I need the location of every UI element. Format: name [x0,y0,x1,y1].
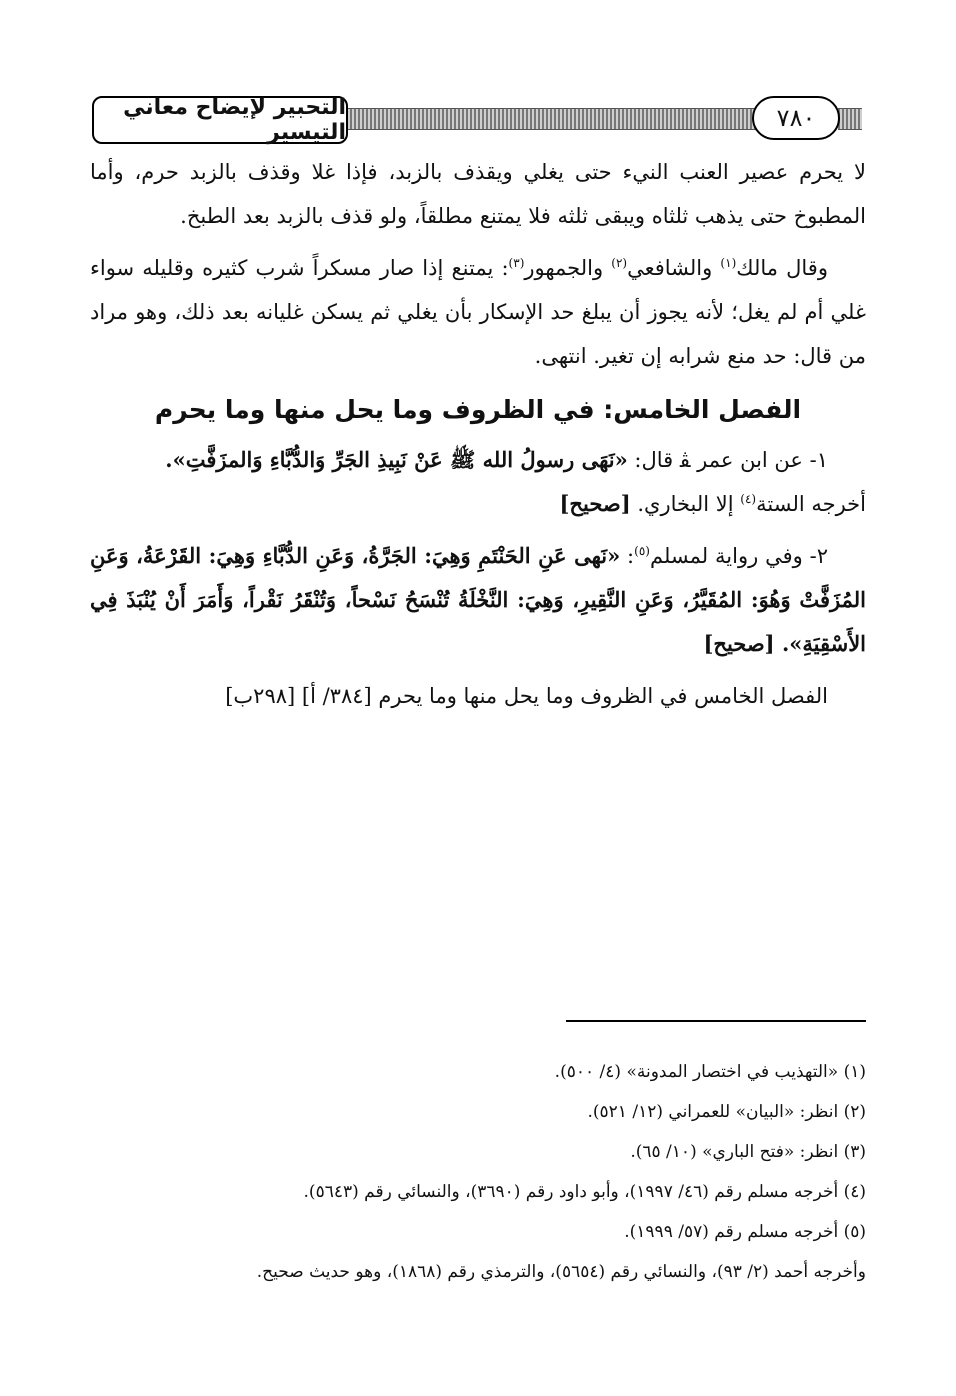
hadith-2-text: «نَهى عَنِ الحَنْتَمِ وَهِيَ: الجَرَّةُ، وَعَنِ الدُّبَّاءِ وَهِيَ: القَرْعَةُ، وَعَنِ المُزَفَّتْ وَهُوَ: المُقَيَّرُ، وَعَنِ النَّقِيرِ، وَهِيَ: النَّخْلَةُ تُنْسَحُ نَسْحاً، وَتُنْقَرُ نَقْراً، وَأَمَرَ أَنْ يُنْبَذَ فِي الأَسْقِيَةِ». [90,543,866,656]
header-band [342,108,762,130]
header-band-end [838,108,862,130]
footnote-4: (٤) أخرجه مسلم رقم (٤٦/ ١٩٩٧)، وأبو داود رقم (٣٦٩٠)، والنسائي رقم (٥٦٤٣). [303,1182,866,1202]
footnote-ref-3: (٣) [508,256,525,270]
hadith-2: ٢- وفي رواية لمسلم$^{(٥)}$: «نَهى عَنِ الحَنْتَمِ وَهِيَ: الجَرَّةُ، وَعَنِ الدُّبَّاءِ وَهِيَ: القَرْعَةُ، وَعَنِ المُزَفَّتْ وَهُوَ: المُقَيَّرُ، وَعَنِ النَّقِيرِ، وَهِيَ: النَّخْلَةُ تُنْسَحُ نَسْحاً، وَتُنْقَرُ نَقْراً، وَأَمَرَ أَنْ يُنْبَذَ فِي الأَسْقِيَةِ». [صحيح] [90,543,866,656]
grade-badge: [صحيح] [559,491,631,516]
book-title: التحبير لإيضاح معاني التيسير [92,96,348,144]
footnote-1: (١) «التهذيب في اختصار المدونة» (٤/ ٥٠٠). [554,1062,866,1082]
footnotes [86,1056,866,1296]
page-number: ٧٨٠ [752,96,840,140]
footnote-ref-2: (٢) [611,256,628,270]
hadith-1: ١- عن ابن عمر ﭭ قال: «نَهَى رسولُ الله ﷺ عَنْ نَبِيذِ الجَرِّ وَالدُّبَّاءِ وَالمزَفَّتِ». [165,447,828,472]
page-body [90,150,866,718]
chapter-heading: الفصل الخامس: في الظروف وما يحل منها وما يحرم [154,395,802,424]
page-header [92,96,862,156]
section-note: الفصل الخامس في الظروف وما يحل منها وما يحرم [٣٨٤/ أ] [٢٩٨ب] [225,684,828,708]
footnote-3: (٣) انظر: «فتح الباري» (١٠/ ٦٥). [630,1142,866,1162]
footnote-divider [566,1020,866,1022]
footnote-ref-5: (٥) [634,544,650,558]
hadith-1-text: «نَهَى رسولُ الله ﷺ عَنْ نَبِيذِ الجَرِّ وَالدُّبَّاءِ وَالمزَفَّتِ». [165,447,628,472]
footnote-ref-1: (١) [720,256,737,270]
footnote-5-continued: وأخرجه أحمد (٢/ ٩٣)، والنسائي رقم (٥٦٥٤)، والترمذي رقم (١٨٦٨)، وهو حديث صحيح. [256,1262,866,1282]
hadith-1-takhrij: أخرجه الستة$^{(٤)}$ إلا البخاري. [صحيح] [559,491,866,516]
grade-badge: [صحيح] [703,631,782,656]
footnote-5: (٥) أخرجه مسلم رقم (٥٧/ ١٩٩٩). [624,1222,866,1242]
footnote-ref-4: (٤) [740,492,757,506]
paragraph-2: وقال مالك$^{(١)}$ والشافعي$^{(٢)}$ والجمهور$^{(٣)}$: يمتنع إذا صار مسكراً شرب كثيره وقليله سواء غلي أم لم يغل؛ لأنه يجوز أن يبلغ حد الإسكار بأن يغلي ثم يسكن غليانه بعد ذلك، وهو مراد من قال: حد منع شرابه إن تغير. انتهى. [90,256,866,368]
footnote-2: (٢) انظر: «البيان» للعمراني (١٢/ ٥٢١). [587,1102,866,1122]
paragraph-1: لا يحرم عصير العنب النيء حتى يغلي ويقذف بالزبد، فإذا غلا وقذف بالزبد حرم، وأما المطبوخ حتى يذهب ثلثاه ويبقى ثلثه فلا يمتنع مطلقاً، ولو قذف بالزبد بعد الطبخ. [90,160,866,228]
